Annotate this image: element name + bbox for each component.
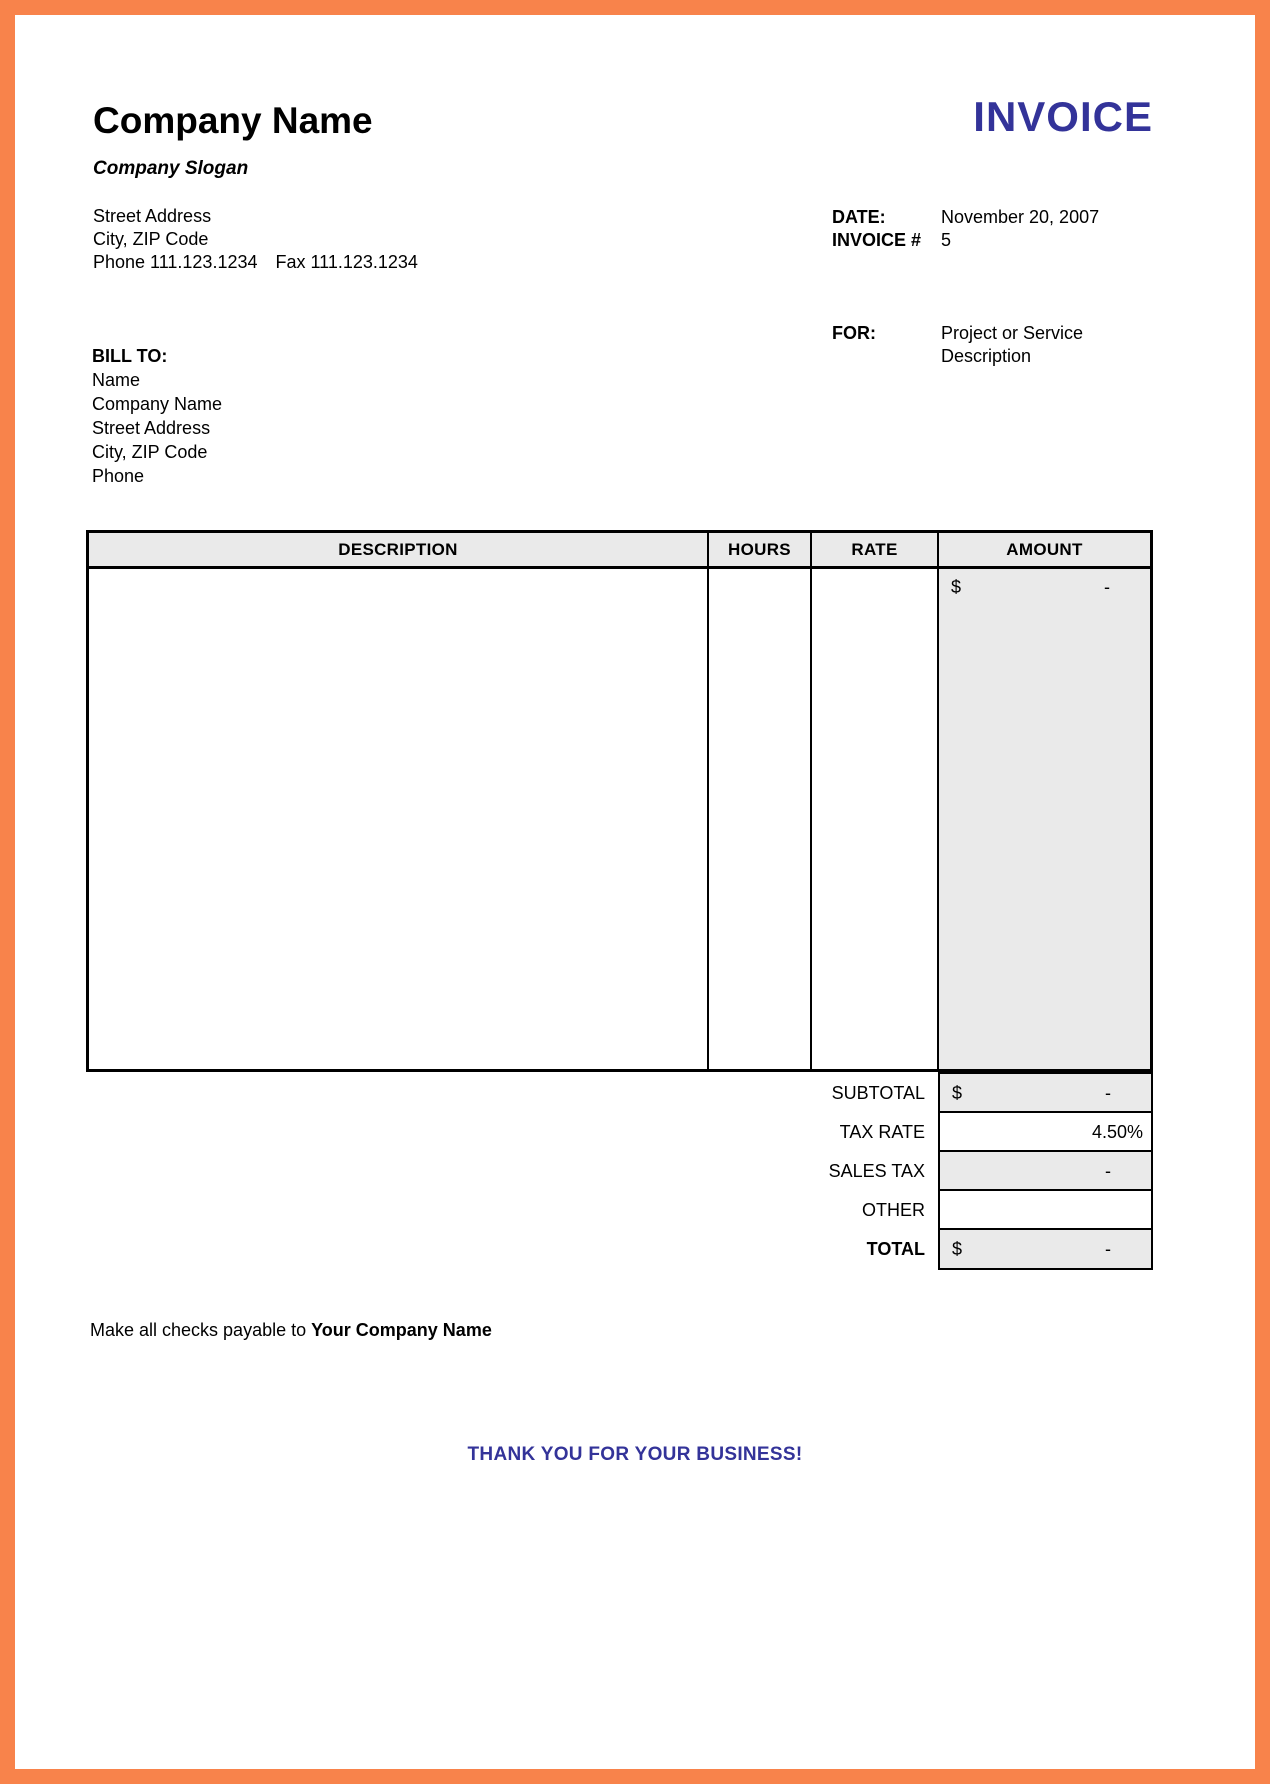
bill-to-block: [92, 344, 222, 488]
items-table: [86, 530, 1153, 1072]
company-address-line1: Street Address: [93, 206, 212, 226]
for-value-line1: Project or Service: [941, 323, 1084, 343]
bill-to-name: Name: [92, 370, 141, 390]
for-value-line2: Description: [941, 346, 1032, 366]
total-label: TOTAL: [866, 1238, 925, 1259]
bill-to-street: Street Address: [92, 418, 211, 438]
total-value: -: [1105, 1238, 1111, 1259]
total-currency: $: [952, 1238, 963, 1259]
bill-to-phone: Phone: [92, 466, 145, 486]
tax-rate-label: TAX RATE: [839, 1121, 925, 1142]
company-phone-fax-line: [93, 251, 418, 274]
company-slogan: Company Slogan: [93, 158, 249, 179]
company-address-block: [93, 205, 418, 274]
subtotal-value: -: [1105, 1082, 1111, 1103]
subtotal-currency: $: [952, 1082, 963, 1103]
tax-rate-value: 4.50%: [1091, 1121, 1143, 1142]
sales-tax-label: SALES TAX: [828, 1160, 925, 1181]
column-header-rate: RATE: [812, 533, 939, 566]
company-name: Company Name: [93, 100, 373, 141]
invoice-number-row: [832, 229, 1099, 252]
for-block: [832, 322, 1083, 368]
bill-to-label: BILL TO:: [92, 346, 168, 366]
bill-to-company: Company Name: [92, 394, 223, 414]
thank-you-message: THANK YOU FOR YOUR BUSINESS!: [467, 1444, 803, 1465]
sales-tax-value: -: [1105, 1160, 1111, 1181]
tax-rate-cell: [938, 1111, 1153, 1153]
for-value: [941, 322, 1083, 368]
date-row: [832, 206, 1099, 229]
for-label: FOR:: [832, 323, 876, 343]
total-cell: [938, 1228, 1153, 1270]
cell-hours: [709, 569, 812, 1069]
company-fax: Fax 111.123.1234: [275, 252, 418, 272]
column-header-amount: AMOUNT: [1006, 539, 1083, 559]
amount-placeholder-value: -: [1104, 577, 1110, 597]
amount-currency-symbol: $: [951, 577, 962, 597]
company-phone: Phone 111.123.1234: [93, 252, 258, 272]
date-label: DATE:: [832, 207, 886, 227]
for-row: [832, 322, 1083, 368]
date-value: November 20, 2007: [941, 207, 1100, 227]
subtotal-cell: [938, 1072, 1153, 1114]
bill-to-city: City, ZIP Code: [92, 442, 208, 462]
sales-tax-cell: [938, 1150, 1153, 1192]
column-header-description: DESCRIPTION: [89, 533, 709, 566]
checks-payable-company: Your Company Name: [311, 1320, 492, 1340]
invoice-meta-block: [832, 206, 1099, 252]
column-header-hours: HOURS: [709, 533, 812, 566]
invoice-number-label: INVOICE #: [832, 230, 922, 250]
checks-payable-line: [90, 1319, 492, 1342]
items-table-body: [89, 569, 1150, 1069]
cell-description: [89, 569, 709, 1069]
cell-rate: [812, 569, 939, 1069]
company-address-line2: City, ZIP Code: [93, 229, 209, 249]
other-cell: [938, 1189, 1153, 1231]
other-label: OTHER: [862, 1199, 925, 1220]
cell-amount: [939, 569, 1150, 1069]
invoice-title: INVOICE: [973, 93, 1153, 140]
checks-payable-text: Make all checks payable to: [90, 1320, 307, 1340]
invoice-sheet: [15, 15, 1255, 1769]
invoice-number-value: 5: [941, 230, 952, 250]
subtotal-label: SUBTOTAL: [831, 1082, 925, 1103]
items-table-header: [89, 533, 1150, 569]
